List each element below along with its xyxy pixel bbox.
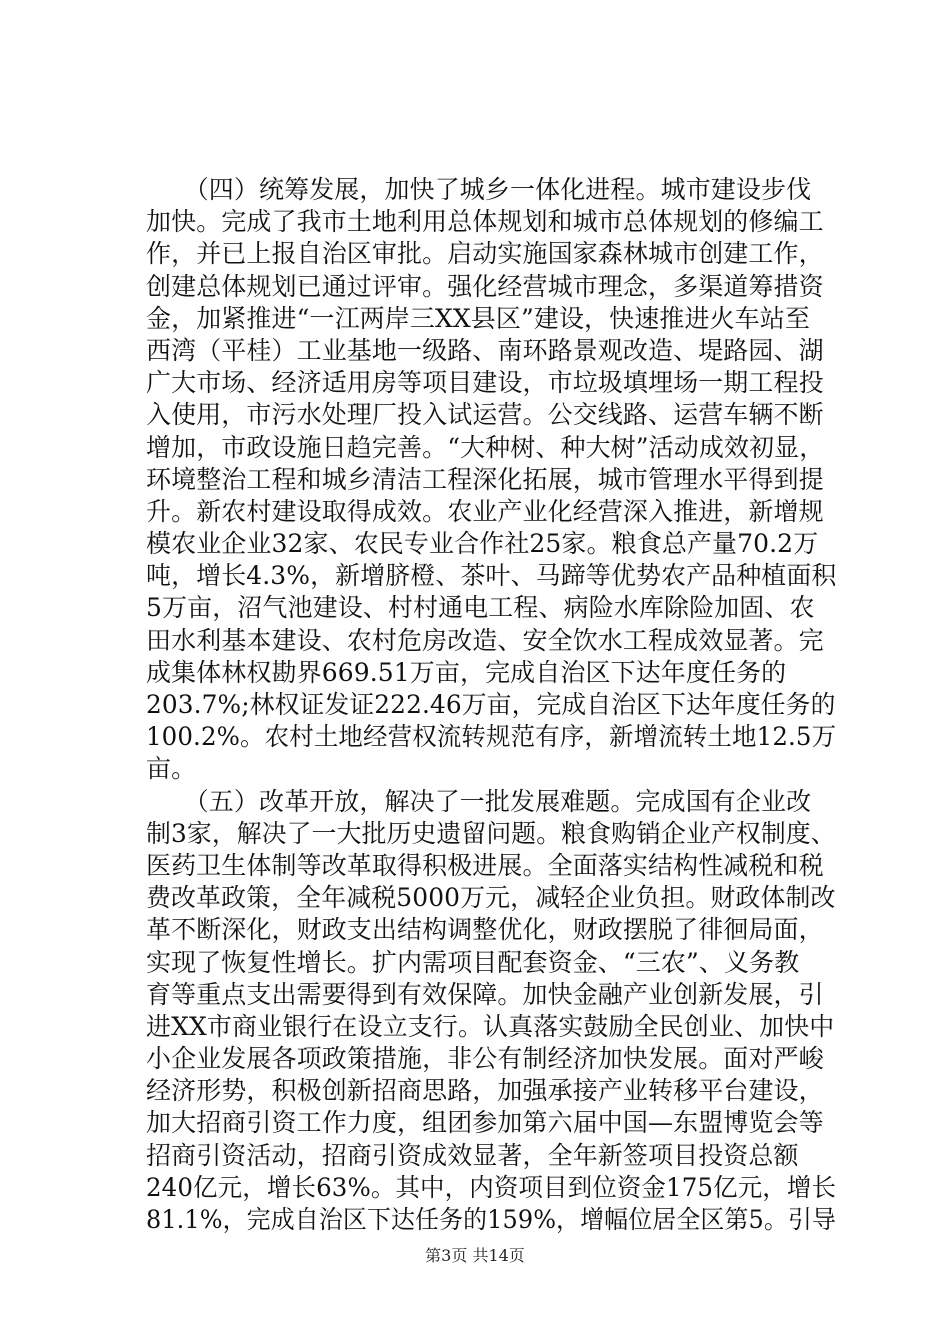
text-line: 81.1%，完成自治区下达任务的159%，增幅位居全区第5。引导 (146, 1205, 836, 1234)
text-line: 医药卫生体制等改革取得积极进展。全面落实结构性减税和税 (146, 850, 824, 880)
text-line: 加大招商引资工作力度，组团参加第六届中国—东盟博览会等 (146, 1108, 824, 1138)
text-line: 招商引资活动，招商引资成效显著，全年新签项目投资总额 (146, 1140, 799, 1170)
text-line: 经济形势，积极创新招商思路，加强承接产业转移平台建设， (146, 1076, 824, 1106)
text-line: 亩。 (146, 754, 197, 784)
text-line: 革不断深化，财政支出结构调整优化，财政摆脱了徘徊局面， (146, 915, 824, 945)
text-line: 加快。完成了我市土地利用总体规划和城市总体规划的修编工 (146, 207, 824, 237)
text-line: 成集体林权勘界669.51万亩，完成自治区下达年度任务的 (146, 657, 787, 687)
text-line: 育等重点支出需要得到有效保障。加快金融产业创新发展，引 (146, 979, 824, 1009)
text-line: 进XX市商业银行在设立支行。认真落实鼓励全民创业、加快中 (146, 1011, 835, 1041)
text-line: 入使用，市污水处理厂投入试运营。公交线路、运营车辆不断 (146, 400, 824, 430)
text-line: 吨，增长4.3%，新增脐橙、茶叶、马蹄等优势农产品种植面积 (146, 561, 837, 591)
text-line: 广大市场、经济适用房等项目建设，市垃圾填埋场一期工程投 (146, 368, 824, 398)
text-line: 增加，市政设施日趋完善。“大种树、种大树”活动成效初显， (146, 432, 825, 462)
text-line: 金，加紧推进“一江两岸三XX县区”建设，快速推进火车站至 (146, 303, 810, 333)
page-footer (0, 1246, 950, 1266)
text-line: 小企业发展各项政策措施，非公有制经济加快发展。面对严峻 (146, 1044, 824, 1074)
text-line: 实现了恢复性增长。扩内需项目配套资金、“三农”、义务教 (146, 947, 800, 977)
text-line: 5万亩，沼气池建设、村村通电工程、病险水库除险加固、农 (146, 593, 815, 623)
text-line: 203.7%;林权证发证222.46万亩，完成自治区下达年度任务的 (146, 690, 836, 719)
text-line: 西湾（平桂）工业基地一级路、南环路景观改造、堤路园、湖 (146, 335, 824, 365)
text-line: 240亿元，增长63%。其中，内资项目到位资金175亿元，增长 (146, 1172, 837, 1202)
text-line: 100.2%。农村土地经营权流转规范有序，新增流转土地12.5万 (146, 722, 837, 752)
text-line: 模农业企业32家、农民专业合作社25家。粮食总产量70.2万 (146, 529, 819, 559)
text-line: （五）改革开放，解决了一批发展难题。完成国有企业改 (146, 786, 812, 816)
text-line: 制3家，解决了一大批历史遗留问题。粮食购销企业产权制度、 (146, 818, 836, 848)
text-line: 费改革政策，全年减税5000万元，减轻企业负担。财政体制改 (146, 883, 836, 913)
page-number: 第3页 共14页 (425, 1246, 525, 1265)
body-text (146, 174, 836, 1236)
text-line: 升。新农村建设取得成效。农业产业化经营深入推进，新增规 (146, 496, 824, 526)
text-line: 田水利基本建设、农村危房改造、安全饮水工程成效显著。完 (146, 625, 824, 655)
text-line: 环境整治工程和城乡清洁工程深化拓展，城市管理水平得到提 (146, 464, 824, 494)
text-line: 作，并已上报自治区审批。启动实施国家森林城市创建工作， (146, 239, 824, 269)
text-line: 创建总体规划已通过评审。强化经营城市理念，多渠道筹措资 (146, 271, 824, 301)
text-line: （四）统筹发展，加快了城乡一体化进程。城市建设步伐 (146, 175, 812, 204)
